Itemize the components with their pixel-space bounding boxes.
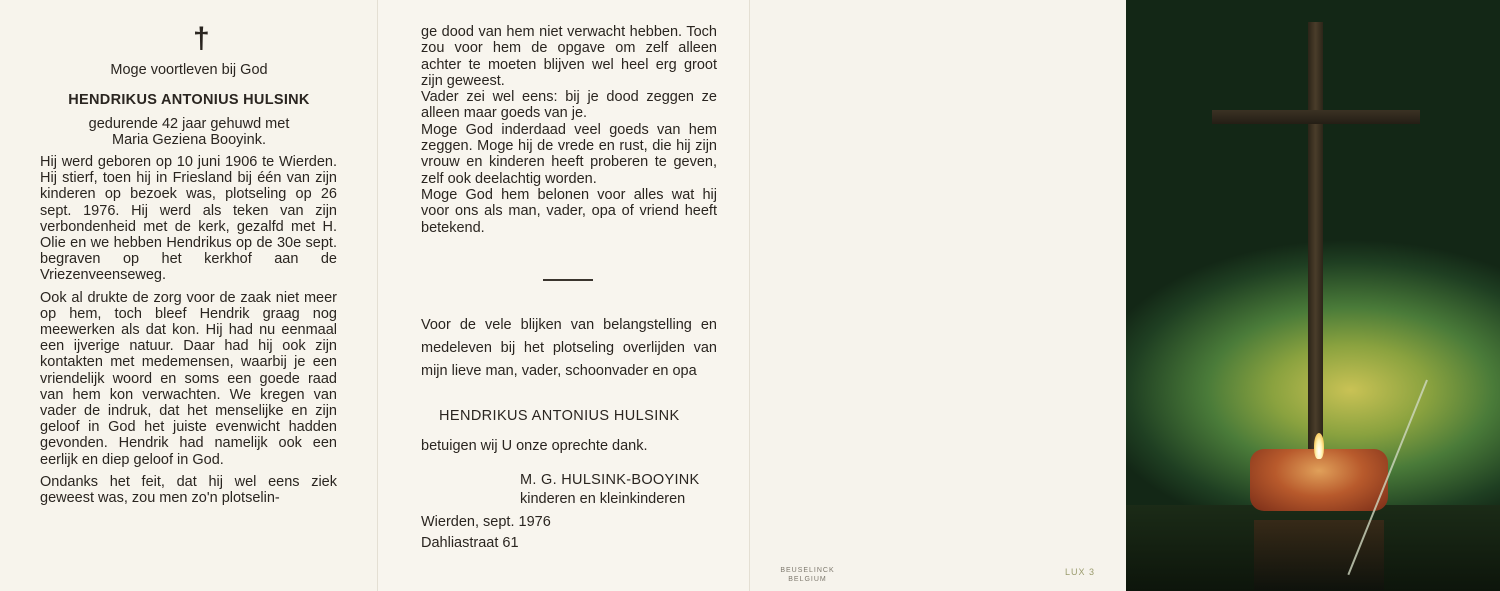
card-left-panel	[0, 0, 378, 591]
memorial-paragraph-4: Moge God hem belonen voor alles wat hij voor ons als man, vader, opa of vriend heeft betekend.	[421, 186, 717, 236]
flame-icon	[1314, 433, 1324, 459]
memorial-paragraph-1: ge dood van hem niet verwacht hebben. Toch zou voor hem de opgave om zelf alleen achter te moeten blijven wel heel erg groot zijn geweest.	[421, 24, 717, 89]
signature-name: M. G. HULSINK-BOOYINK	[520, 472, 700, 488]
printer-name: BEUSELINCK	[780, 567, 835, 574]
separator-line	[543, 279, 593, 281]
biography-paragraph-1: Hij werd geboren op 10 juni 1906 te Wierden. Hij stierf, toen hij in Friesland bij één van zijn kinderen op bezoek was, plotseling op 26 sept. 1976. Hij werd als teken van zijn verbondenheid met de kerk, gezalfd met H. Olie en we hebben Hendrikus op de 30e sept. begraven op het kerkhof aan de Vriezenveenseweg.	[40, 154, 337, 284]
intro-text: Moge voortleven bij God	[110, 62, 268, 78]
signature-family: kinderen en kleinkinderen	[520, 491, 686, 507]
card-middle-panel	[378, 0, 750, 591]
thanks-name: HENDRIKUS ANTONIUS HULSINK	[439, 408, 680, 424]
cross-candle-photo	[1126, 0, 1500, 591]
printer-imprint	[770, 566, 845, 584]
memorial-paragraph-2: Vader zei wel eens: bij je dood zeggen ze alleen maar goeds van je.	[421, 89, 717, 122]
address: Dahliastraat 61	[421, 535, 519, 551]
place-date: Wierden, sept. 1976	[421, 514, 551, 530]
married-line-1: gedurende 42 jaar gehuwd met	[88, 116, 290, 132]
biography-paragraph-3: Ondanks het feit, dat hij wel eens ziek geweest was, zou men zo'n plotselin-	[40, 473, 337, 507]
cross-horizontal-beam	[1212, 110, 1420, 124]
thanks-closing: betuigen wij U onze oprechte dank.	[421, 438, 648, 454]
deceased-name: HENDRIKUS ANTONIUS HULSINK	[68, 92, 310, 108]
printer-country: BELGIUM	[788, 576, 827, 583]
memorial-paragraph-3: Moge God inderdaad veel goeds van hem zeggen. Moge hij de vrede en rust, die hij zijn vrouw en kinderen heeft proberen te geven, zelf ook deelachtig worden.	[421, 121, 717, 187]
cross-vertical-beam	[1308, 22, 1323, 452]
biography-text	[40, 154, 337, 512]
thanks-text: Voor de vele blijken van belangstelling en medeleven bij het plotseling overlijden van mijn lieve man, vader, schoonvader en opa	[421, 317, 717, 379]
card-blank-panel	[750, 0, 1126, 591]
series-code: LUX 3	[1065, 567, 1096, 577]
biography-paragraph-2: Ook al drukte de zorg voor de zaak niet meer op hem, toch bleef Hendrik graag nog meewerken als dat kon. Hij had nu eenmaal een ijverige natuur. Daar had hij ook zijn kontakten met medemensen, waarbij je een vriendelijk woord en soms een goede raad van hem kon verwachten. We kregen van vader de indruk, dat het menselijke en zijn geloof in God het juiste evenwicht hadden gevonden. Hendrik had namelijk ook een eerlijk en diep geloof in God.	[40, 289, 337, 468]
memorial-text	[421, 24, 717, 236]
married-line-2: Maria Geziena Booyink.	[112, 132, 266, 148]
cross-icon: †	[193, 22, 210, 55]
